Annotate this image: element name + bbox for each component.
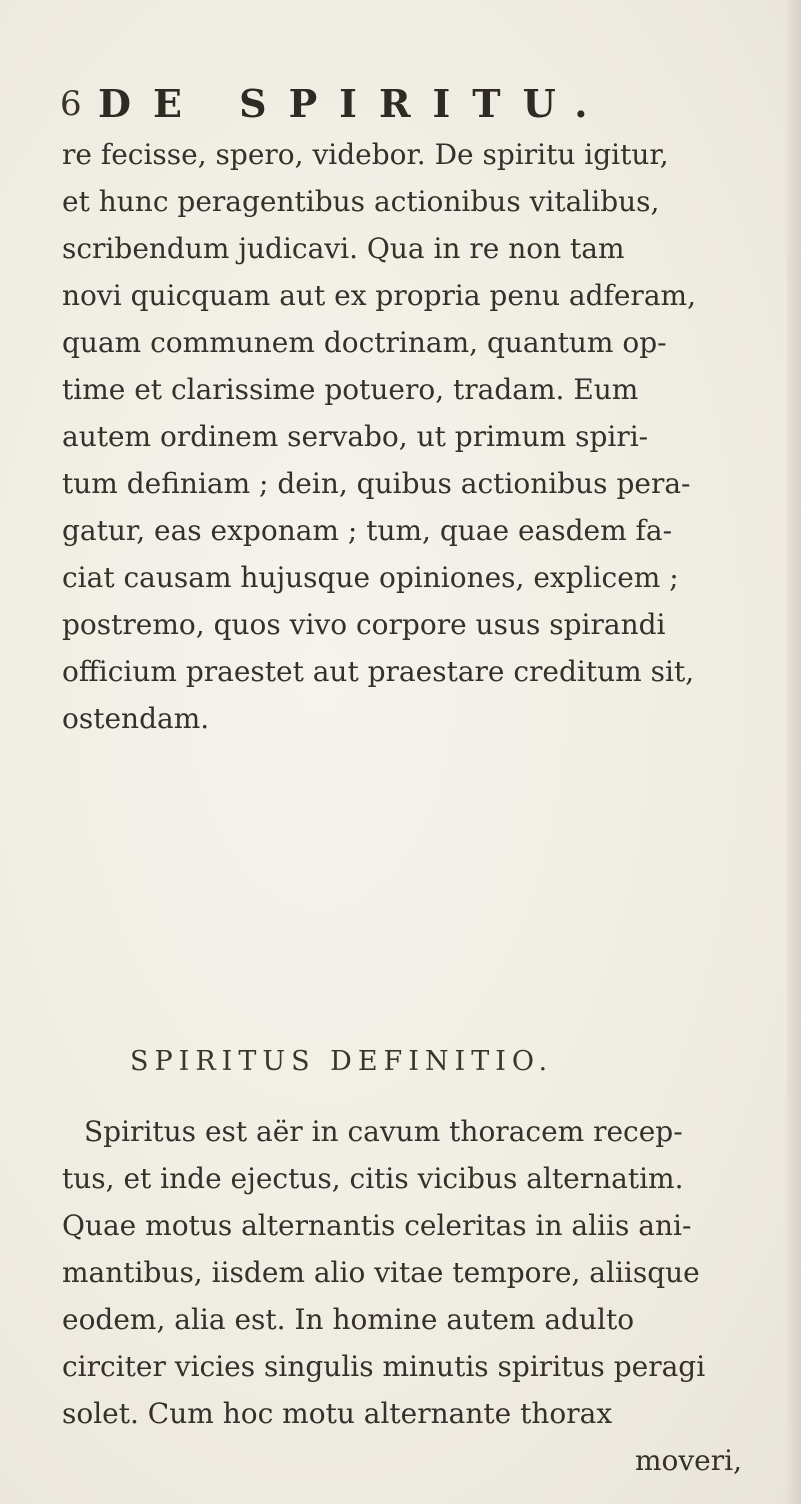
text-line: solet. Cum hoc motu alternante thorax [62,1397,613,1430]
text-line: postremo, quos vivo corpore usus spirandi [62,608,666,641]
paragraph-introduction [62,131,742,742]
text-line: tum definiam ; dein, quibus actionibus pera- [62,467,691,500]
text-line: Spiritus est aër in cavum thoracem recep- [84,1115,683,1148]
text-line: Quae motus alternantis celeritas in aliis ani- [62,1209,692,1242]
running-head [60,82,710,126]
text-line: gatur, eas exponam ; tum, quae easdem fa- [62,514,673,547]
catchword: moveri, [634,1444,742,1477]
text-line: officium praestet aut praestare creditum sit, [62,655,695,688]
text-line: time et clarissime potuero, tradam. Eum [62,373,639,406]
text-line: tus, et inde ejectus, citis vicibus alternatim. [62,1162,684,1195]
text-line: quam communem doctrinam, quantum op- [62,326,667,359]
section-heading: SPIRITUS DEFINITIO. [130,1046,554,1077]
text-line: circiter vicies singulis minutis spiritus peragi [62,1350,706,1383]
running-head-title: DE SPIRITU. [98,81,610,126]
text-line: et hunc peragentibus actionibus vitalibus, [62,185,660,218]
paragraph-definition [62,1108,742,1484]
text-line: autem ordinem servabo, ut primum spiri- [62,420,649,453]
text-line: ciat causam hujusque opiniones, explicem ; [62,561,679,594]
text-line: re fecisse, spero, videbor. De spiritu igitur, [62,138,669,171]
text-line: novi quicquam aut ex propria penu adferam, [62,279,696,312]
text-line: scribendum judicavi. Qua in re non tam [62,232,625,265]
page-number: 6 [60,84,82,124]
page-edge-shadow [787,0,801,1504]
text-line: ostendam. [62,702,210,735]
text-line: eodem, alia est. In homine autem adulto [62,1303,635,1336]
text-line: mantibus, iisdem alio vitae tempore, aliisque [62,1256,700,1289]
